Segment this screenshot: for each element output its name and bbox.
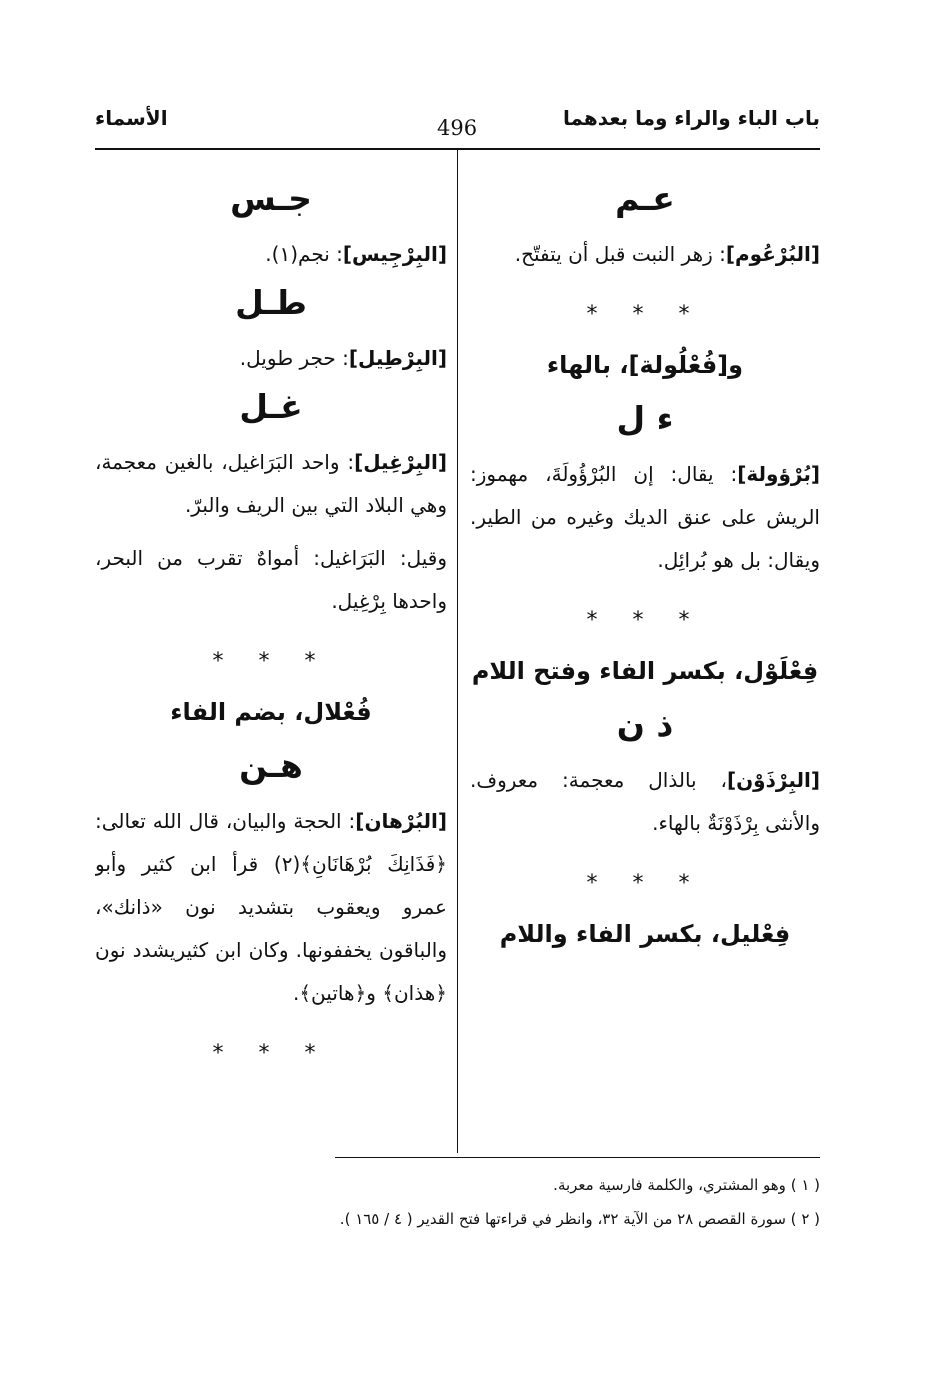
- entry-term: [البِرْجِيس]: [342, 242, 447, 266]
- entry-term: [البِرْغِيل]: [354, 450, 447, 474]
- entry-definition: : زهر النبت قبل أن يتفتّح.: [514, 242, 726, 266]
- entry-definition: : واحد البَرَاغيل، بالغين معجمة، وهي البلاد التي بين الريف والبرّ.: [95, 450, 447, 517]
- root-heading: غـل: [239, 387, 303, 426]
- dictionary-entry: [470, 759, 820, 845]
- dictionary-entry-continued: وقيل: البَرَاغيل: أمواهٌ تقرب من البحر، واحدها بِرْغِيل.: [95, 546, 447, 613]
- separator-stars: * * *: [586, 607, 704, 633]
- footnotes: [250, 1168, 820, 1236]
- root-heading: ذ ن: [616, 704, 674, 744]
- left-column: [95, 176, 447, 1151]
- separator-stars: * * *: [586, 302, 704, 327]
- page-header: [95, 96, 820, 150]
- entry-definition: : حجر طويل.: [239, 346, 349, 370]
- root-heading: هـن: [239, 745, 303, 785]
- root-heading: جـس: [230, 179, 312, 218]
- footnote-1: ( ١ ) وهو المشتري، والكلمة فارسية معربة.: [553, 1176, 820, 1194]
- separator-stars: * * *: [586, 870, 704, 896]
- dictionary-entry: [95, 800, 447, 1015]
- root-heading: ء ل: [616, 398, 674, 438]
- column-divider: [457, 150, 458, 1153]
- entry-definition: : نجم(١).: [265, 242, 343, 266]
- entry-term: [البُرْهان]: [355, 808, 447, 833]
- dictionary-entry: [95, 233, 447, 276]
- footnote-rule: [335, 1157, 820, 1158]
- right-column: [470, 176, 820, 1151]
- pattern-heading: فُعْلال، بضم الفاء: [170, 698, 372, 726]
- dictionary-entry: [95, 337, 447, 380]
- root-heading: عـم: [615, 179, 675, 218]
- pattern-heading: و[فُعْلُولة]، بالهاء: [546, 351, 744, 379]
- section-title: الأسماء: [95, 106, 168, 130]
- root-heading: طـل: [235, 283, 307, 322]
- entry-term: [البُرْعُوم]: [725, 242, 820, 266]
- footnote-2: ( ٢ ) سورة القصص ٢٨ من الآية ٣٢، وانظر في قراءتها فتح القدير ( ٤ / ١٦٥ ).: [339, 1210, 820, 1228]
- entry-term: [البِرْذَوْن]: [726, 767, 820, 792]
- entry-term: [بُرْؤولة]: [737, 461, 820, 486]
- entry-definition: ، بالذال معجمة: معروف. والأنثى بِرْذَوْنَةٌ بالهاء.: [470, 767, 820, 835]
- chapter-title: باب الباء والراء وما بعدهما: [562, 106, 820, 130]
- entry-definition: : الحجة والبيان، قال الله تعالى: ﴿فَذَانِكَ بُرْهَانَانِ﴾(٢) قرأ ابن كثير وأبو عمرو ويعقوب بتشديد نون «ذانك»، والباقون يخففونها. وكان ابن كثيريشدد نون ﴿هذان﴾ و﴿هاتين﴾.: [95, 808, 447, 1005]
- page-number: 496: [437, 116, 478, 140]
- pattern-heading: فِعْلَوْل، بكسر الفاء وفتح اللام: [471, 656, 819, 685]
- separator-stars: * * *: [212, 1040, 330, 1066]
- separator-stars: * * *: [212, 649, 330, 674]
- dictionary-entry: [95, 441, 447, 527]
- pattern-heading: فِعْليل، بكسر الفاء واللام: [499, 919, 791, 948]
- entry-term: [البِرْطِيل]: [348, 346, 447, 370]
- dictionary-entry: [470, 453, 820, 582]
- entry-definition: : يقال: إن البُرْؤُولَةَ، مهموز: الريش على عنق الديك وغيره من الطير. ويقال: بل هو بُرائِل.: [470, 461, 820, 572]
- dictionary-entry: [470, 233, 820, 276]
